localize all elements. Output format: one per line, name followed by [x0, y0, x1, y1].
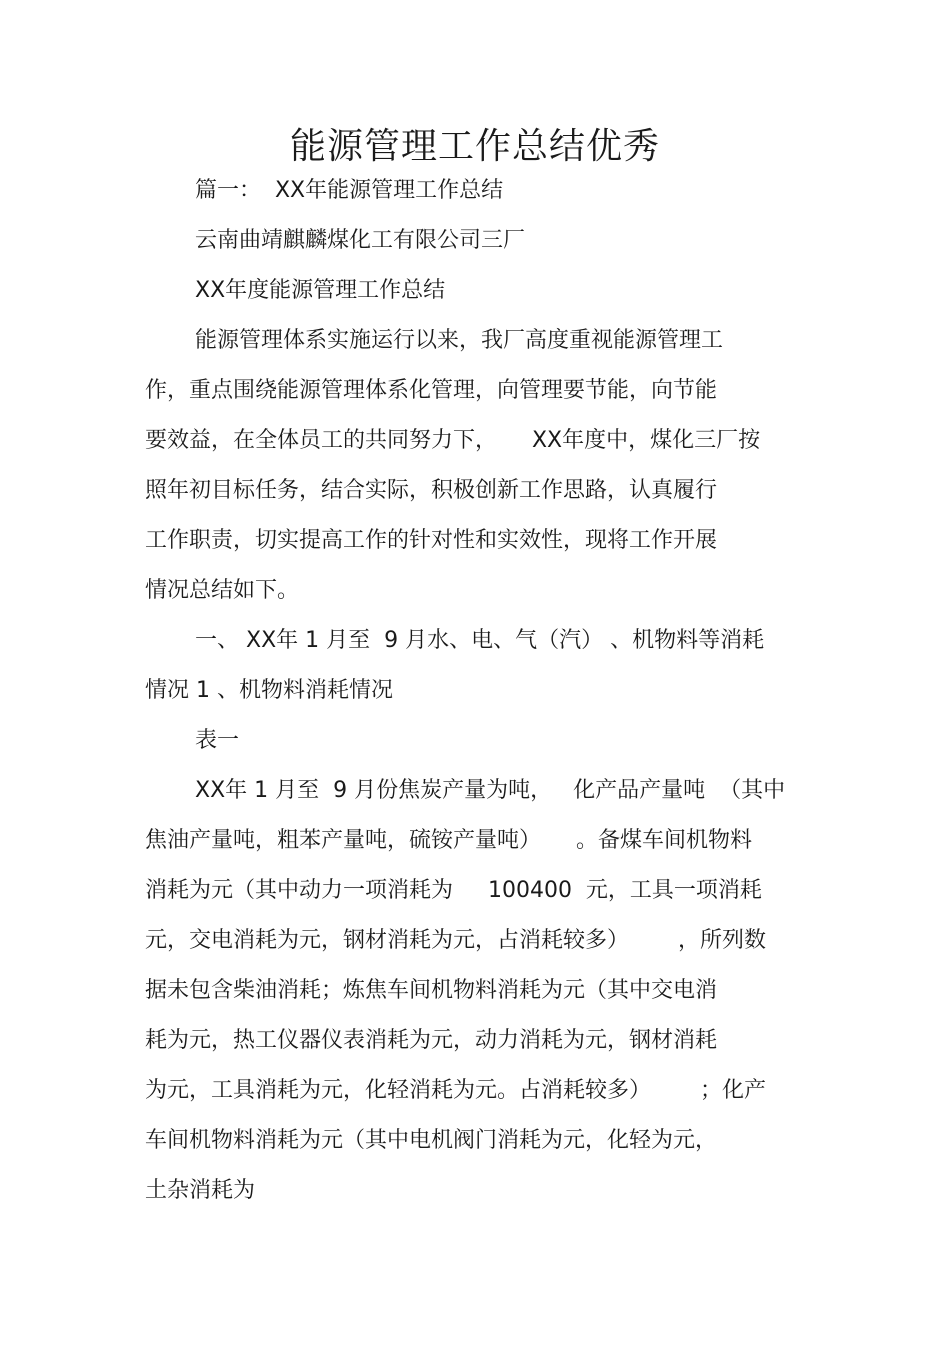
- table-caption: 表一: [195, 728, 240, 753]
- company-name: 云南曲靖麒麟煤化工有限公司三厂: [195, 228, 526, 253]
- paragraph-line: 据未包含柴油消耗；炼焦车间机物料消耗为元（其中交电消: [145, 978, 718, 1003]
- paragraph-line: 车间机物料消耗为元（其中电机阀门消耗为元，化轻为元，: [145, 1128, 718, 1153]
- paragraph-line: 一、 XX年 1 月至 9 月水、电、气（汽） 、机物料等消耗: [195, 628, 765, 653]
- paragraph-line: 元，交电消耗为元，钢材消耗为元，占消耗较多） ，所列数: [145, 928, 766, 953]
- paragraph-line: XX年 1 月至 9 月份焦炭产量为吨， 化产品产量吨 （其中: [195, 778, 786, 803]
- paragraph-line: 耗为元，热工仪器仪表消耗为元，动力消耗为元，钢材消耗: [145, 1028, 718, 1053]
- paragraph-line: 能源管理体系实施运行以来，我厂高度重视能源管理工: [195, 328, 724, 353]
- report-subtitle: XX年度能源管理工作总结: [195, 278, 446, 303]
- paragraph-line: 情况总结如下。: [145, 578, 300, 603]
- paragraph-line: 照年初目标任务，结合实际，积极创新工作思路，认真履行: [145, 478, 718, 503]
- paragraph-line: 情况 1 、机物料消耗情况: [145, 678, 393, 703]
- section-heading: 篇一： XX年能源管理工作总结: [195, 178, 504, 203]
- paragraph-line: 为元，工具消耗为元，化轻消耗为元。占消耗较多） ；化产: [145, 1078, 766, 1103]
- paragraph-line: 土杂消耗为: [145, 1178, 256, 1203]
- paragraph-line: 要效益，在全体员工的共同努力下， XX年度中，煤化三厂按: [145, 428, 761, 453]
- paragraph-line: 消耗为元（其中动力一项消耗为 100400 元，工具一项消耗: [145, 878, 762, 903]
- paragraph-line: 焦油产量吨，粗苯产量吨，硫铵产量吨） 。备煤车间机物料: [145, 828, 752, 853]
- document-title: 能源管理工作总结优秀: [289, 126, 660, 167]
- paragraph-line: 工作职责，切实提高工作的针对性和实效性，现将工作开展: [145, 528, 718, 553]
- paragraph-line: 作，重点围绕能源管理体系化管理，向管理要节能，向节能: [145, 378, 718, 403]
